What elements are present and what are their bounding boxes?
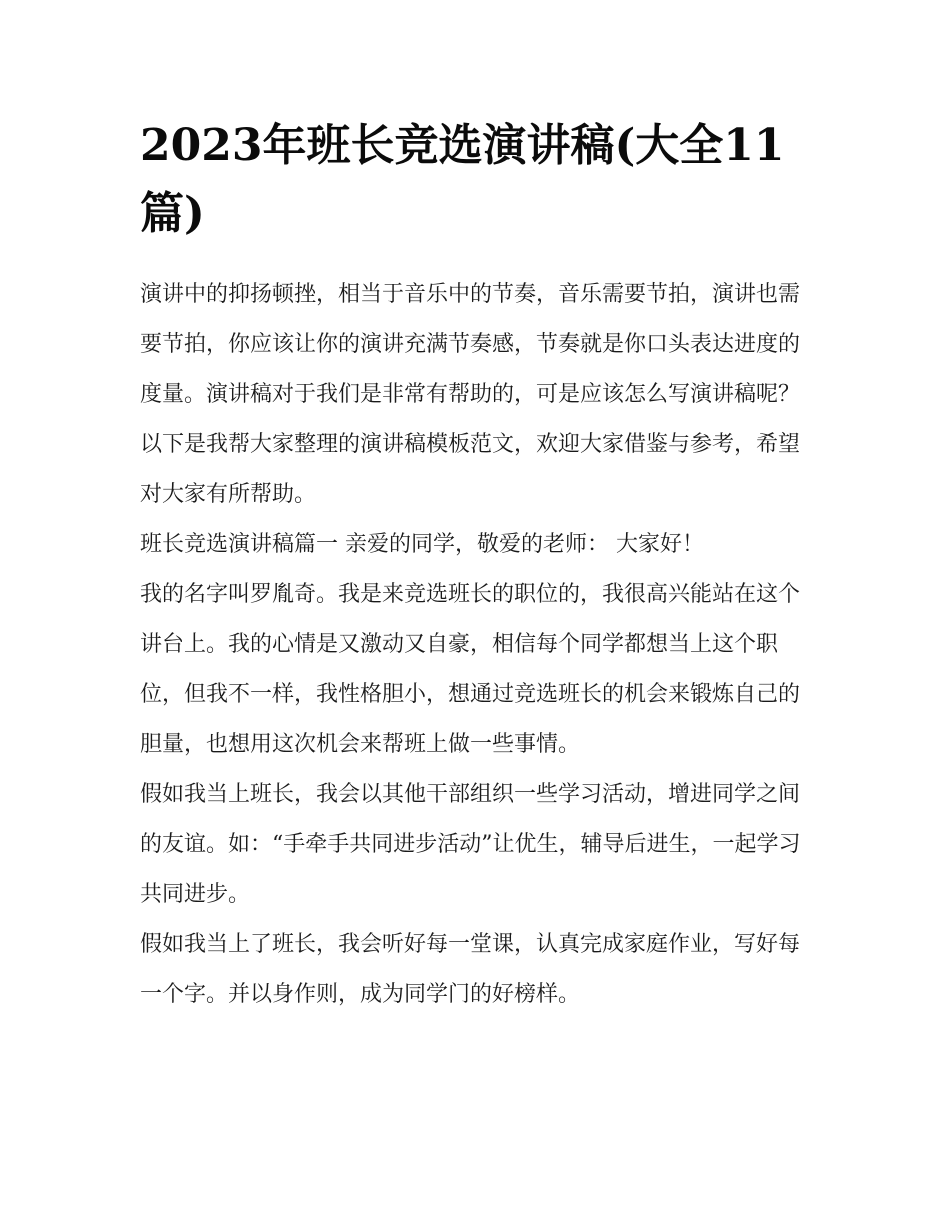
document-title: 2023年班长竞选演讲稿(大全11篇)	[140, 120, 785, 239]
paragraph-plan-role-model: 假如我当上了班长，我会听好每一堂课，认真完成家庭作业，写好每一个字。并以身作则，成为同学门的好榜样。	[140, 932, 801, 1007]
paragraph-intro: 演讲中的抑扬顿挫，相当于音乐中的节奏，音乐需要节拍，演讲也需要节拍，你应该让你的演讲充满节奏感，节奏就是你口头表达进度的度量。演讲稿对于我们是非常有帮助的，可是应该怎么写演讲稿呢？以下是我帮大家整理的演讲稿模板范文，欢迎大家借鉴与参考，希望对大家有所帮助。	[140, 282, 801, 507]
document-page	[140, 112, 820, 1020]
paragraph-greeting: 班长竞选演讲稿篇一 亲爱的同学，敬爱的老师： 大家好！	[140, 532, 704, 557]
paragraph-plan-activities: 假如我当上班长，我会以其他干部组织一些学习活动，增进同学之间的友谊。如：“手牵手共同进步活动”让优生，辅导后进生，一起学习共同进步。	[140, 782, 801, 907]
paragraph-self-introduction: 我的名字叫罗胤奇。我是来竞选班长的职位的，我很高兴能站在这个讲台上。我的心情是又激动又自豪，相信每个同学都想当上这个职位，但我不一样，我性格胆小，想通过竞选班长的机会来锻炼自己的胆量，也想用这次机会来帮班上做一些事情。	[140, 582, 801, 757]
